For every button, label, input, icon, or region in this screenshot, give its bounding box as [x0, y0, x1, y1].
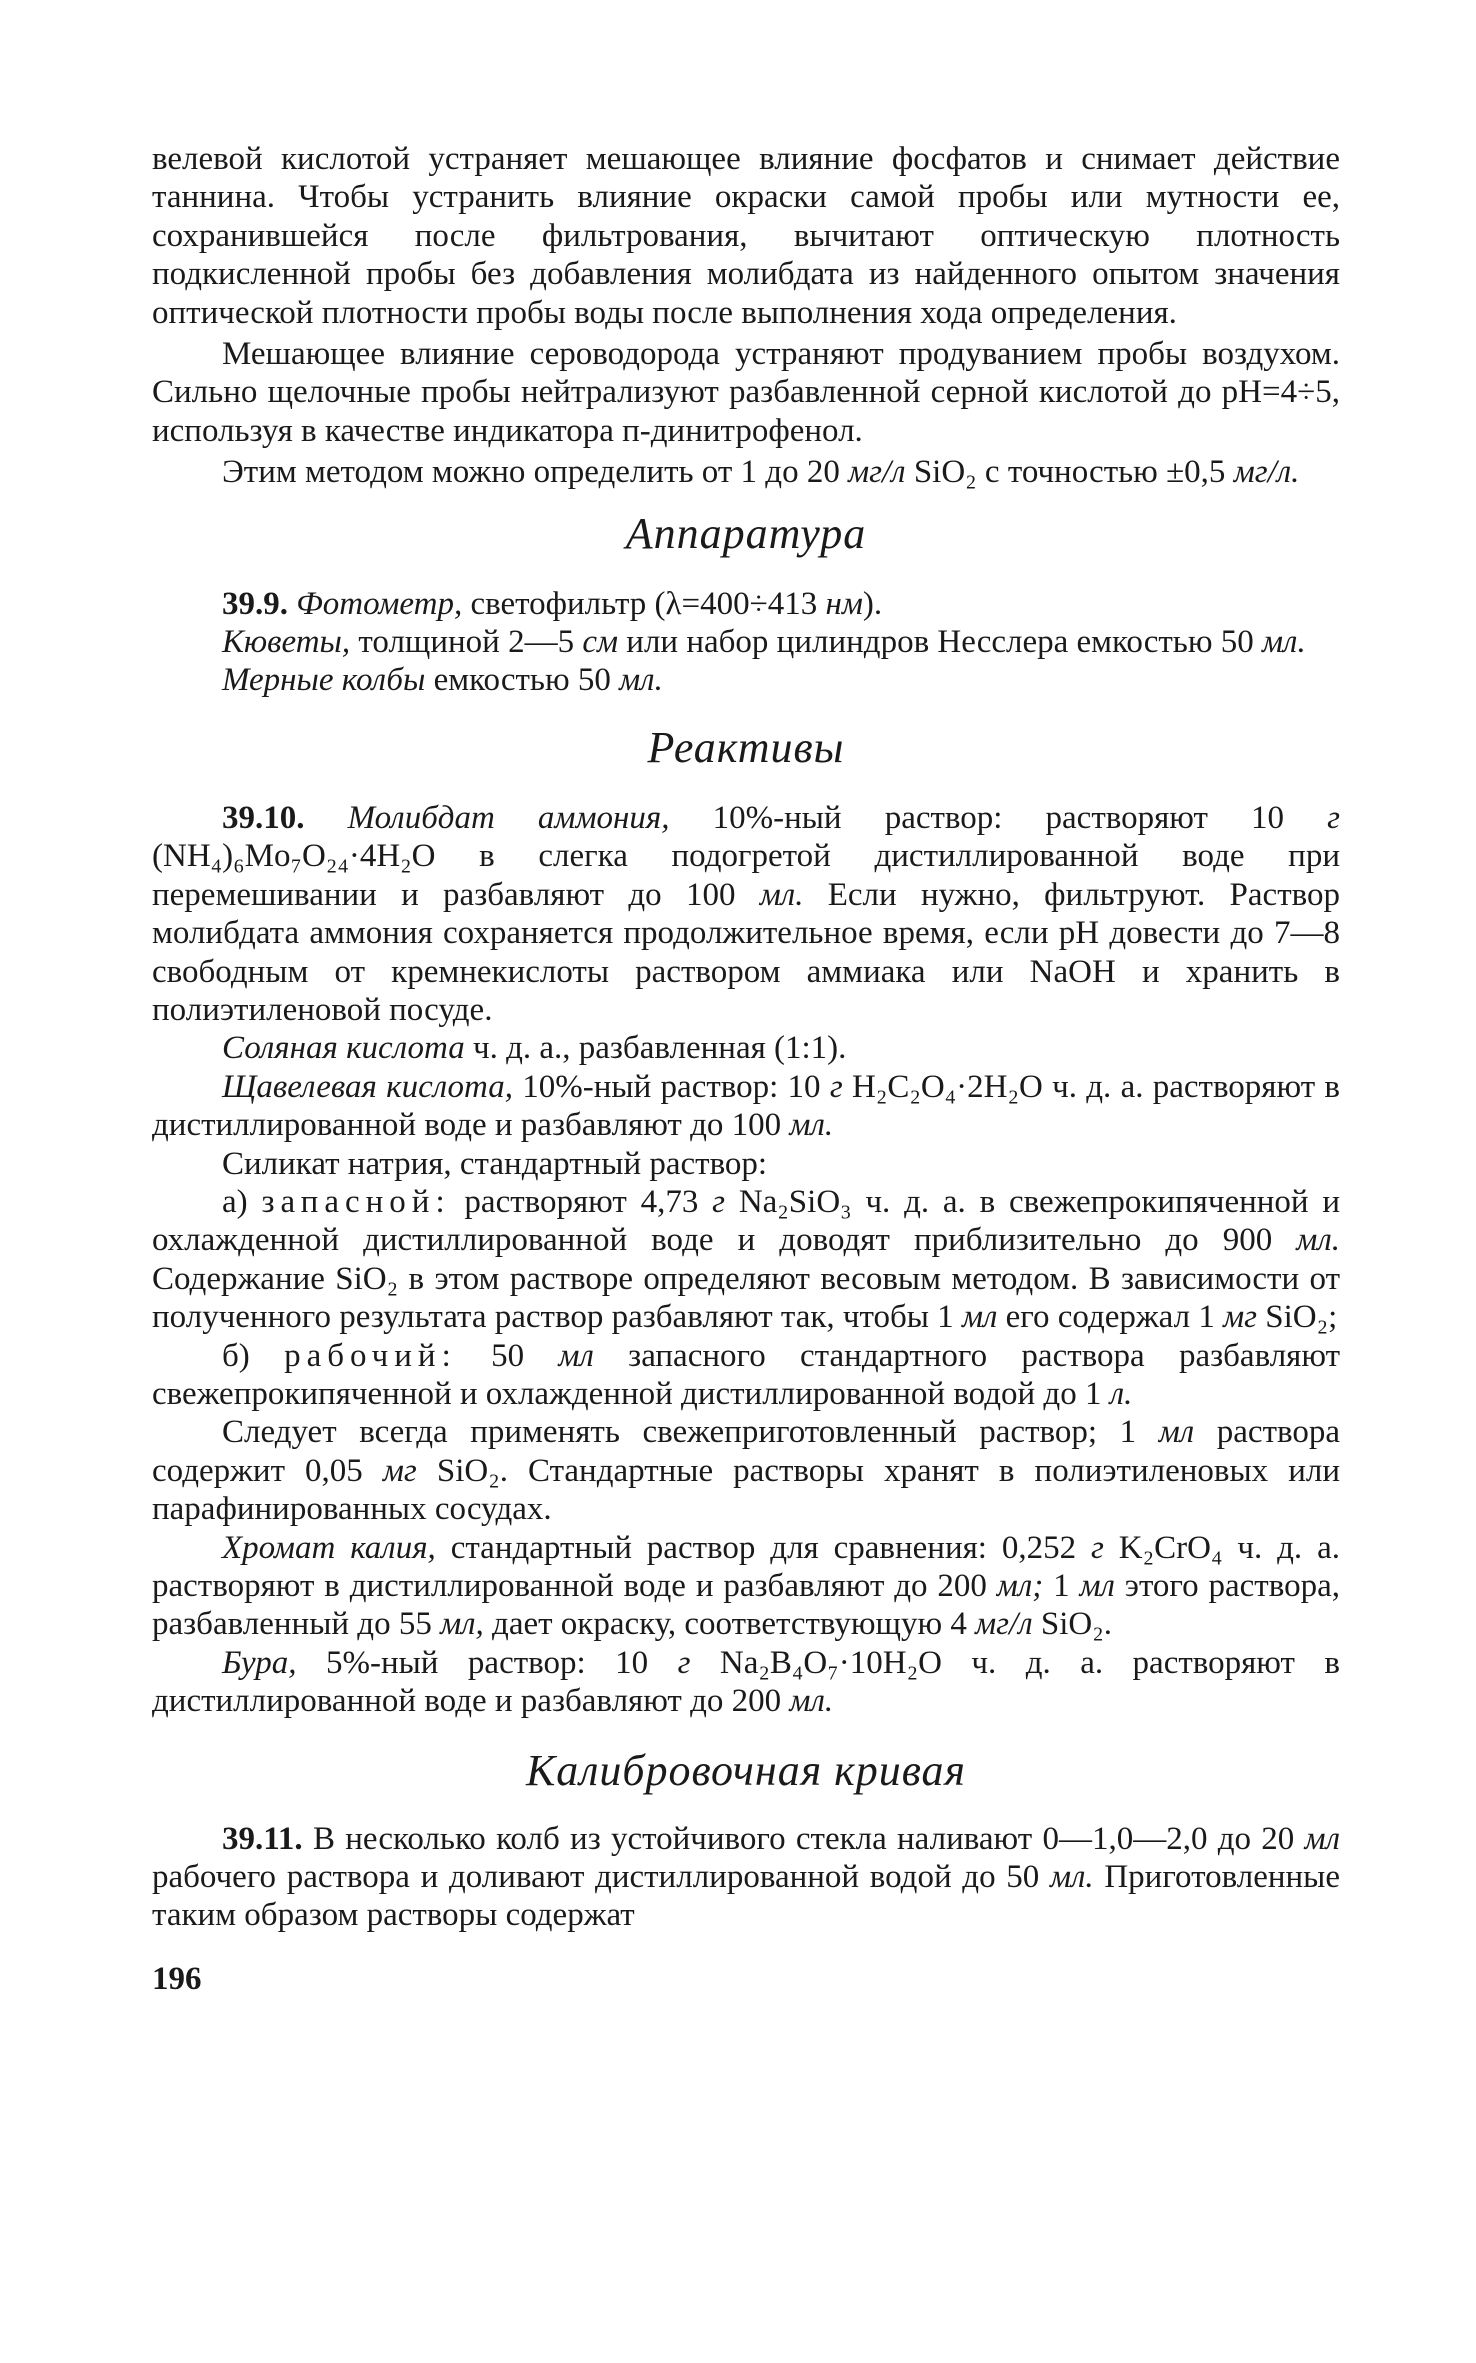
- text-run: SiO₂. Стандартные растворы хранят в полиэтиленовых или парафинированных сосудах.: [152, 1452, 1340, 1528]
- unit: мг/л: [975, 1606, 1033, 1643]
- item-number: 39.11.: [222, 1820, 303, 1857]
- unit: нм: [825, 585, 863, 622]
- item-number: 39.10.: [222, 799, 305, 836]
- text-run: Содержание SiO₂ в этом растворе определяют весовым методом. В зависимости от полученного результата раствор разбавляют так, чтобы 1: [152, 1260, 1340, 1336]
- unit: мл.: [1296, 1222, 1340, 1259]
- unit: мг/л: [848, 454, 906, 491]
- unit: мг/л.: [1233, 454, 1300, 491]
- unit: г: [712, 1183, 726, 1220]
- unit: мл: [558, 1337, 594, 1374]
- unit: см: [582, 624, 619, 661]
- text-run: SiO₂;: [1257, 1299, 1338, 1336]
- paragraph-hydrogen-sulfide: Мешающее влияние сероводорода устраняют продуванием пробы воздухом. Сильно щелочные пробы нейтрализуют разбавленной серной кислотой до pH=4÷5, используя в качестве индикатора п-динитрофенол.: [152, 336, 1340, 449]
- item-name: Фотометр,: [296, 585, 463, 622]
- item-name: Кюветы,: [222, 624, 351, 661]
- paragraph-calibration: [152, 1820, 1340, 1935]
- item-name: Мерные колбы: [222, 662, 426, 699]
- item-name: Молибдат аммония,: [347, 799, 670, 836]
- unit: мл.: [789, 1107, 834, 1144]
- unit: мл;: [996, 1568, 1044, 1604]
- item-name: Бура,: [222, 1644, 297, 1681]
- text-run: рабочего раствора и доливают дистиллированной водой до 50: [152, 1859, 1050, 1896]
- text-run: запасного стандартного раствора разбавляют свежепрокипяченной и охлажденной дистиллированной водой до 1: [152, 1337, 1341, 1412]
- paragraph-sodium-silicate: Силикат натрия, стандартный раствор:: [222, 1145, 768, 1182]
- heading-reagents: Реактивы: [647, 722, 845, 772]
- text-run: 5%-ный раствор: 10: [296, 1644, 678, 1681]
- unit: мл.: [619, 662, 663, 699]
- unit: мл,: [440, 1606, 484, 1643]
- paragraph-hydrochloric-acid: [152, 1029, 1340, 1067]
- unit: мл: [1304, 1820, 1340, 1857]
- spaced-term: рабочий:: [284, 1337, 457, 1374]
- unit: мл: [1158, 1414, 1195, 1451]
- paragraph-potassium-chromate: [152, 1529, 1340, 1644]
- list-label: б): [222, 1337, 285, 1374]
- paragraph-cuvettes: [152, 623, 1340, 661]
- text-run: H₂C₂O₄·2H₂O ч. д. а. растворяют в дистиллированной воде и разбавляют до 100: [152, 1068, 1340, 1144]
- text-run: Этим методом можно определить от 1 до 20: [222, 454, 849, 491]
- paragraph-borax: [152, 1644, 1340, 1721]
- item-name: Щавелевая кислота,: [222, 1068, 514, 1105]
- text-run: дает окраску, соответствующую 4: [483, 1606, 976, 1643]
- text-run: В несколько колб из устойчивого стекла наливают 0—1,0—2,0 до 20: [302, 1820, 1305, 1857]
- text-run: емкостью 50: [425, 662, 620, 699]
- paragraph-working-solution: [152, 1337, 1340, 1414]
- unit: г: [1091, 1529, 1104, 1566]
- unit: мл: [1079, 1568, 1115, 1604]
- text-run: раствора содержит 0,05: [152, 1414, 1341, 1489]
- text-run: SiO₂.: [1032, 1606, 1112, 1643]
- paragraph-stock-solution: [152, 1183, 1340, 1337]
- list-label: а): [222, 1183, 262, 1220]
- item-number: 39.9.: [222, 585, 288, 622]
- text-run: Если нужно, фильтруют. Раствор молибдата аммония сохраняется продолжительное время, если pH довести до 7—8 свободным от кремнекислоты раствором аммиака или NaOH и хранить в полиэтиленовой посуде.: [152, 876, 1340, 1028]
- unit: мл.: [1262, 624, 1306, 661]
- unit: мл.: [759, 876, 804, 913]
- text-run: Следует всегда применять свежеприготовленный раствор; 1: [222, 1414, 1159, 1451]
- unit: г: [829, 1068, 843, 1105]
- text-run: толщиной 2—5: [350, 624, 583, 661]
- unit: г: [677, 1644, 691, 1681]
- text-run: ч. д. а., разбавленная (1:1).: [464, 1030, 847, 1067]
- text-run: Na₂SiO₃ ч. д. а. в свежепрокипяченной и охлажденной дистиллированной воде и доводят приблизительно до 900: [152, 1183, 1341, 1259]
- paragraph-interference-phosphates: велевой кислотой устраняет мешающее влияние фосфатов и снимает действие таннина. Чтобы устранить влияние окраски самой пробы или мутности ее, сохранившейся после фильтрования, вычитают оптическую плотность подкисленной пробы без добавления молибдата из найденного опытом значения оптической плотности пробы воды после выполнения хода определения.: [152, 141, 1340, 331]
- text-run: K₂CrO₄ ч. д. а. растворяют в дистиллированной воде и разбавляют до 200: [152, 1529, 1340, 1604]
- text-run: (NH₄)₆Mo₇O₂₄·4H₂O в слегка подогретой дистиллированной воде при перемешивании и разбавляют до 100: [152, 838, 1340, 913]
- text-run: светофильтр (λ=400÷413: [462, 585, 826, 622]
- page-number: 196: [152, 1960, 202, 1997]
- unit: мг: [1223, 1299, 1258, 1336]
- text-run: SiO₂ с точностью ±0,5: [905, 454, 1234, 491]
- text-run: Приготовленные таким образом растворы содержат: [152, 1859, 1340, 1934]
- unit: мг: [382, 1452, 417, 1489]
- text-run: стандартный раствор для сравнения: 0,252: [435, 1529, 1092, 1566]
- text-run: его содержал 1: [997, 1299, 1224, 1336]
- unit: мл.: [1049, 1859, 1094, 1896]
- text-run: 10%-ный раствор: 10: [513, 1068, 830, 1105]
- text-run: 50: [456, 1337, 559, 1374]
- unit: л.: [1109, 1375, 1133, 1412]
- text-run: или набор цилиндров Несслера емкостью 50: [618, 624, 1262, 661]
- text-run: этого раствора, разбавленный до 55: [152, 1568, 1340, 1643]
- heading-apparatus: Аппаратура: [625, 508, 867, 558]
- paragraph-volumetric-flasks: [152, 661, 1340, 699]
- text-run: 10%-ный раствор: растворяют 10: [669, 799, 1328, 836]
- paragraph-range: [152, 453, 1340, 491]
- item-name: Соляная кислота: [222, 1030, 465, 1067]
- heading-calibration-curve: Калибровочная кривая: [525, 1745, 967, 1795]
- text-run: ).: [862, 585, 883, 622]
- spaced-term: запасной:: [261, 1183, 451, 1220]
- paragraph-oxalic-acid: [152, 1068, 1340, 1145]
- unit: мл.: [789, 1683, 834, 1720]
- unit: г: [1327, 799, 1341, 836]
- item-name: Хромат калия,: [222, 1529, 436, 1566]
- paragraph-fresh-solution: [152, 1413, 1340, 1528]
- paragraph-ammonium-molybdate: [152, 799, 1340, 1029]
- text-run: 1: [1043, 1568, 1080, 1604]
- paragraph-photometer: [152, 585, 1340, 623]
- text-run: Na₂B₄O₇·10H₂O ч. д. а. растворяют в дистиллированной воде и разбавляют до 200: [152, 1644, 1340, 1720]
- unit: мл: [961, 1299, 998, 1336]
- text-run: растворяют 4,73: [450, 1183, 713, 1220]
